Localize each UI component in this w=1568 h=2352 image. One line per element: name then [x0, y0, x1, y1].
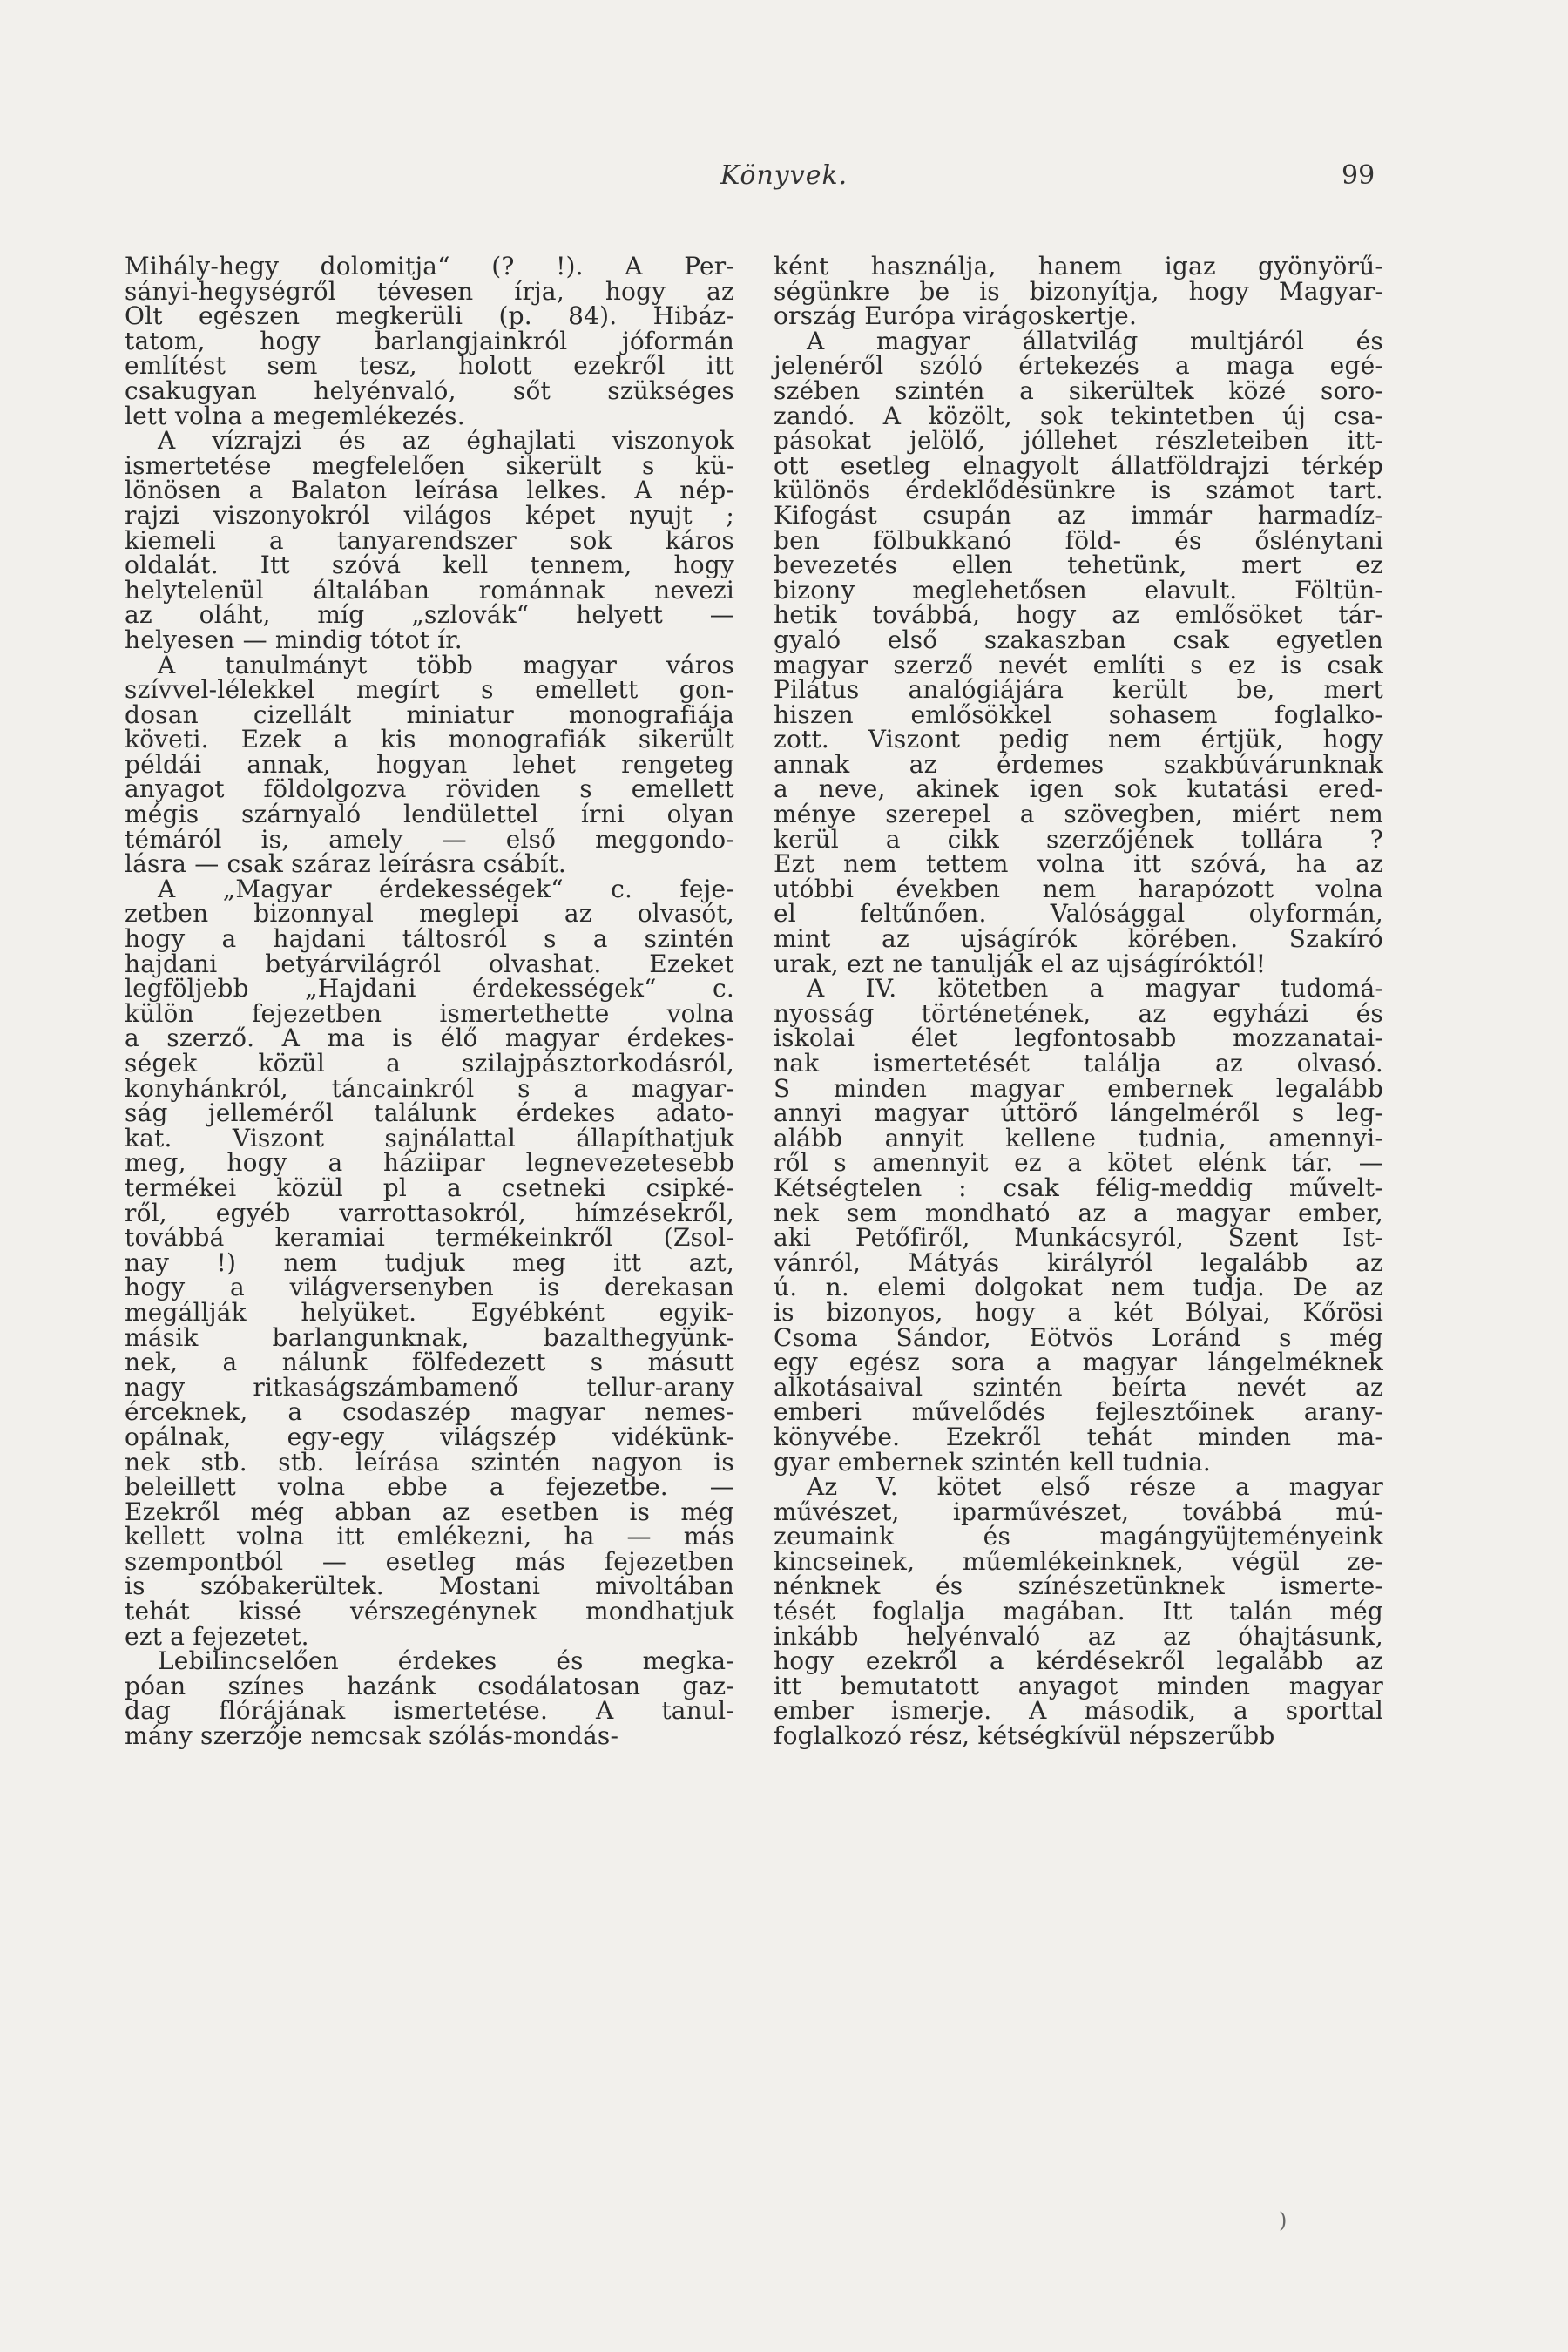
- text-line: hogy a hajdani táltosról s a szintén: [125, 924, 734, 954]
- text-line: ről s amennyit ez a kötet elénk tár. —: [774, 1148, 1383, 1178]
- text-line: A magyar állatvilág multjáról és: [807, 326, 1383, 355]
- text-line: továbbá keramiai termékeinkről (Zsol-: [125, 1223, 734, 1253]
- text-line: zandó. A közölt, sok tekintetben új csa-: [774, 401, 1383, 430]
- text-line: tehát kissé vérszegénynek mondhatjuk: [125, 1597, 734, 1626]
- text-line: Kifogást csupán az immár harmadíz-: [774, 500, 1383, 530]
- text-line: annyi magyar úttörő lángelméről s leg-: [774, 1098, 1383, 1128]
- text-line: kellett volna itt emlékezni, ha — más: [125, 1522, 734, 1551]
- left-text-column: [125, 254, 734, 1749]
- text-line: követi. Ezek a kis monografiák sikerült: [125, 725, 734, 754]
- text-line: S minden magyar embernek legalább: [774, 1073, 1383, 1103]
- text-line: megállják helyüket. Egyébként egyik-: [125, 1297, 734, 1327]
- text-line: az oláht, míg „szlovák“ helyett —: [125, 600, 734, 630]
- text-line: helytelenül általában románnak nevezi: [125, 575, 734, 605]
- text-line: pásokat jelölő, jóllehet részleteiben itt-: [774, 426, 1383, 456]
- text-line: foglalkozó rész, kétségkívül népszerűbb: [774, 1721, 1275, 1751]
- text-line: különös érdeklődésünkre is számot tart.: [774, 476, 1383, 505]
- text-line: egy egész sora a magyar lángelméknek: [774, 1348, 1383, 1377]
- text-line: témáról is, amely — első meggondo-: [125, 824, 734, 854]
- text-line: konyhánkról, táncainkról s a magyar-: [125, 1073, 734, 1103]
- text-line: Ezekről még abban az esetben is még: [125, 1497, 734, 1526]
- text-line: Kétségtelen : csak félig-meddig művelt-: [774, 1173, 1383, 1202]
- text-line: sányi-hegységről tévesen írja, hogy az: [125, 276, 734, 306]
- text-line: érceknek, a csodaszép magyar nemes-: [125, 1397, 734, 1427]
- text-line: itt bemutatott anyagot minden magyar: [774, 1671, 1383, 1700]
- text-line: ménye szerepel a szövegben, miért nem: [774, 800, 1383, 829]
- text-line: mégis szárnyaló lendülettel írni olyan: [125, 800, 734, 829]
- text-line: A IV. kötetben a magyar tudomá-: [807, 974, 1383, 1004]
- text-line: zeumaink és magángyüjteményeink: [774, 1522, 1383, 1551]
- text-line: ság jelleméről találunk érdekes adato-: [125, 1098, 734, 1128]
- text-line: a szerző. A ma is élő magyar érdekes-: [125, 1024, 734, 1053]
- text-line: tatom, hogy barlangjainkról jóformán: [125, 326, 734, 355]
- text-line: hiszen emlősökkel sohasem foglalko-: [774, 700, 1383, 729]
- text-line: alább annyit kellene tudnia, amennyi-: [774, 1123, 1383, 1152]
- text-line: zetben bizonnyal meglepi az olvasót,: [125, 899, 734, 929]
- text-line: legföljebb „Hajdani érdekességek“ c.: [125, 974, 734, 1004]
- text-line: lönösen a Balaton leírása lelkes. A nép-: [125, 476, 734, 505]
- right-text-column: [774, 254, 1383, 1749]
- text-line: nay !) nem tudjuk meg itt azt,: [125, 1247, 734, 1277]
- text-line: el feltűnően. Valósággal olyformán,: [774, 899, 1383, 929]
- text-line: ismertetése megfelelően sikerült s kü-: [125, 450, 734, 480]
- text-line: inkább helyénvaló az az óhajtásunk,: [774, 1621, 1383, 1651]
- text-line: ezt a fejezetet.: [125, 1621, 309, 1651]
- text-line: szében szintén a sikerültek közé soro-: [774, 375, 1383, 405]
- text-line: nagy ritkaságszámbamenő tellur-arany: [125, 1372, 734, 1402]
- text-line: mint az ujságírók körében. Szakíró: [774, 924, 1383, 954]
- text-line: hajdani betyárvilágról olvashat. Ezeket: [125, 949, 734, 978]
- text-line: ségek közül a szilajpásztorkodásról,: [125, 1049, 734, 1078]
- text-line: kerül a cikk szerzőjének tollára ?: [774, 824, 1383, 854]
- text-line: csakugyan helyénvaló, sőt szükséges: [125, 375, 734, 405]
- text-line: is szóbakerültek. Mostani mivoltában: [125, 1571, 734, 1601]
- text-line: zott. Viszont pedig nem értjük, hogy: [774, 725, 1383, 754]
- text-line: póan színes hazánk csodálatosan gaz-: [125, 1671, 734, 1700]
- text-line: opálnak, egy-egy világszép vidékünk-: [125, 1422, 734, 1451]
- text-line: ország Európa virágoskertje.: [774, 301, 1138, 331]
- text-line: Pilátus analógiájára került be, mert: [774, 675, 1383, 705]
- text-line: iskolai élet legfontosabb mozzanatai-: [774, 1024, 1383, 1053]
- text-line: hogy ezekről a kérdésekről legalább az: [774, 1646, 1383, 1676]
- text-line: oldalát. Itt szóvá kell tennem, hogy: [125, 551, 734, 580]
- text-line: lett volna a megemlékezés.: [125, 401, 465, 430]
- text-line: rajzi viszonyokról világos képet nyujt ;: [125, 500, 734, 530]
- text-line: dag flórájának ismertetése. A tanul-: [125, 1696, 734, 1726]
- text-line: ott esetleg elnagyolt állatföldrajzi térkép: [774, 450, 1383, 480]
- text-line: Ezt nem tettem volna itt szóvá, ha az: [774, 849, 1383, 879]
- text-line: nek stb. stb. leírása szintén nagyon is: [125, 1447, 734, 1477]
- text-line: alkotásaival szintén beírta nevét az: [774, 1372, 1383, 1402]
- text-line: bizony meglehetősen elavult. Föltün-: [774, 575, 1383, 605]
- text-line: meg, hogy a háziipar legnevezetesebb: [125, 1148, 734, 1178]
- text-line: nek, a nálunk fölfedezett s másutt: [125, 1348, 734, 1377]
- text-line: ember ismerje. A második, a sporttal: [774, 1696, 1383, 1726]
- text-line: ről, egyéb varrottasokról, hímzésekről,: [125, 1198, 734, 1227]
- text-line: aki Petőfiről, Munkácsyról, Szent Ist-: [774, 1223, 1383, 1253]
- text-line: utóbbi években nem harapózott volna: [774, 874, 1383, 903]
- text-line: gyar embernek szintén kell tudnia.: [774, 1447, 1211, 1477]
- text-line: említést sem tesz, holott ezekről itt: [125, 351, 734, 381]
- text-line: a neve, akinek igen sok kutatási ered-: [774, 774, 1383, 804]
- text-line: jelenéről szóló értekezés a maga egé-: [774, 351, 1383, 381]
- text-line: A „Magyar érdekességek“ c. feje-: [158, 874, 734, 903]
- text-line: kiemeli a tanyarendszer sok káros: [125, 525, 734, 555]
- text-line: példái annak, hogyan lehet rengeteg: [125, 749, 734, 779]
- text-line: nyosság történetének, az egyházi és: [774, 998, 1383, 1028]
- text-line: kat. Viszont sajnálattal állapíthatjuk: [125, 1123, 734, 1152]
- text-line: annak az érdemes szakbúvárunknak: [774, 749, 1383, 779]
- text-line: lásra — csak száraz leírásra csábít.: [125, 849, 566, 879]
- running-header-title: Könyvek.: [720, 160, 848, 191]
- text-line: ségünkre be is bizonyítja, hogy Magyar-: [774, 276, 1383, 306]
- text-line: szempontból — esetleg más fejezetben: [125, 1546, 734, 1576]
- text-line: anyagot földolgozva röviden s emellett: [125, 774, 734, 804]
- text-line: nénknek és színészetünknek ismerte-: [774, 1571, 1383, 1601]
- margin-mark: ): [1279, 2208, 1288, 2233]
- text-line: magyar szerző nevét említi s ez is csak: [774, 650, 1383, 679]
- text-line: Lebilincselően érdekes és megka-: [158, 1646, 734, 1676]
- text-line: bevezetés ellen tehetünk, mert ez: [774, 551, 1383, 580]
- text-line: dosan cizellált miniatur monografiája: [125, 700, 734, 729]
- text-line: Az V. kötet első része a magyar: [807, 1472, 1383, 1502]
- text-line: ben fölbukkanó föld- és őslénytani: [774, 525, 1383, 555]
- text-line: helyesen — mindig tótot ír.: [125, 625, 463, 654]
- text-line: Olt egészen megkerüli (p. 84). Hibáz-: [125, 301, 734, 331]
- text-line: Mihály-hegy dolomitja“ (? !). A Per-: [125, 252, 734, 280]
- text-line: termékei közül pl a csetneki csipké-: [125, 1173, 734, 1202]
- text-line: Csoma Sándor, Eötvös Loránd s még: [774, 1322, 1383, 1352]
- page-number: 99: [1342, 160, 1375, 191]
- text-line: is bizonyos, hogy a két Bólyai, Kőrösi: [774, 1297, 1383, 1327]
- text-line: hogy a világversenyben is derekasan: [125, 1273, 734, 1302]
- text-line: nak ismertetését találja az olvasó.: [774, 1049, 1383, 1078]
- text-line: külön fejezetben ismertethette volna: [125, 998, 734, 1028]
- text-line: művészet, iparművészet, továbbá mú-: [774, 1497, 1383, 1526]
- text-line: másik barlangunknak, bazalthegyünk-: [125, 1322, 734, 1352]
- text-line: ú. n. elemi dolgokat nem tudja. De az: [774, 1273, 1383, 1302]
- text-line: hetik továbbá, hogy az emlősöket tár-: [774, 600, 1383, 630]
- text-line: gyaló első szakaszban csak egyetlen: [774, 625, 1383, 654]
- text-line: vánról, Mátyás királyról legalább az: [774, 1247, 1383, 1277]
- text-line: szívvel-lélekkel megírt s emellett gon-: [125, 675, 734, 705]
- text-line: beleillett volna ebbe a fejezetbe. —: [125, 1472, 734, 1502]
- text-line: tését foglalja magában. Itt talán még: [774, 1597, 1383, 1626]
- text-line: emberi művelődés fejlesztőinek arany-: [774, 1397, 1383, 1427]
- text-line: kincseinek, műemlékeinknek, végül ze-: [774, 1546, 1383, 1576]
- text-line: ként használja, hanem igaz gyönyörű-: [774, 252, 1383, 280]
- text-line: A tanulmányt több magyar város: [158, 650, 734, 679]
- text-line: könyvébe. Ezekről tehát minden ma-: [774, 1422, 1383, 1451]
- text-line: urak, ezt ne tanulják el az ujságíróktól!: [774, 949, 1267, 978]
- text-line: nek sem mondható az a magyar ember,: [774, 1198, 1383, 1227]
- text-line: A vízrajzi és az éghajlati viszonyok: [158, 426, 734, 456]
- text-line: mány szerzője nemcsak szólás-mondás-: [125, 1721, 619, 1751]
